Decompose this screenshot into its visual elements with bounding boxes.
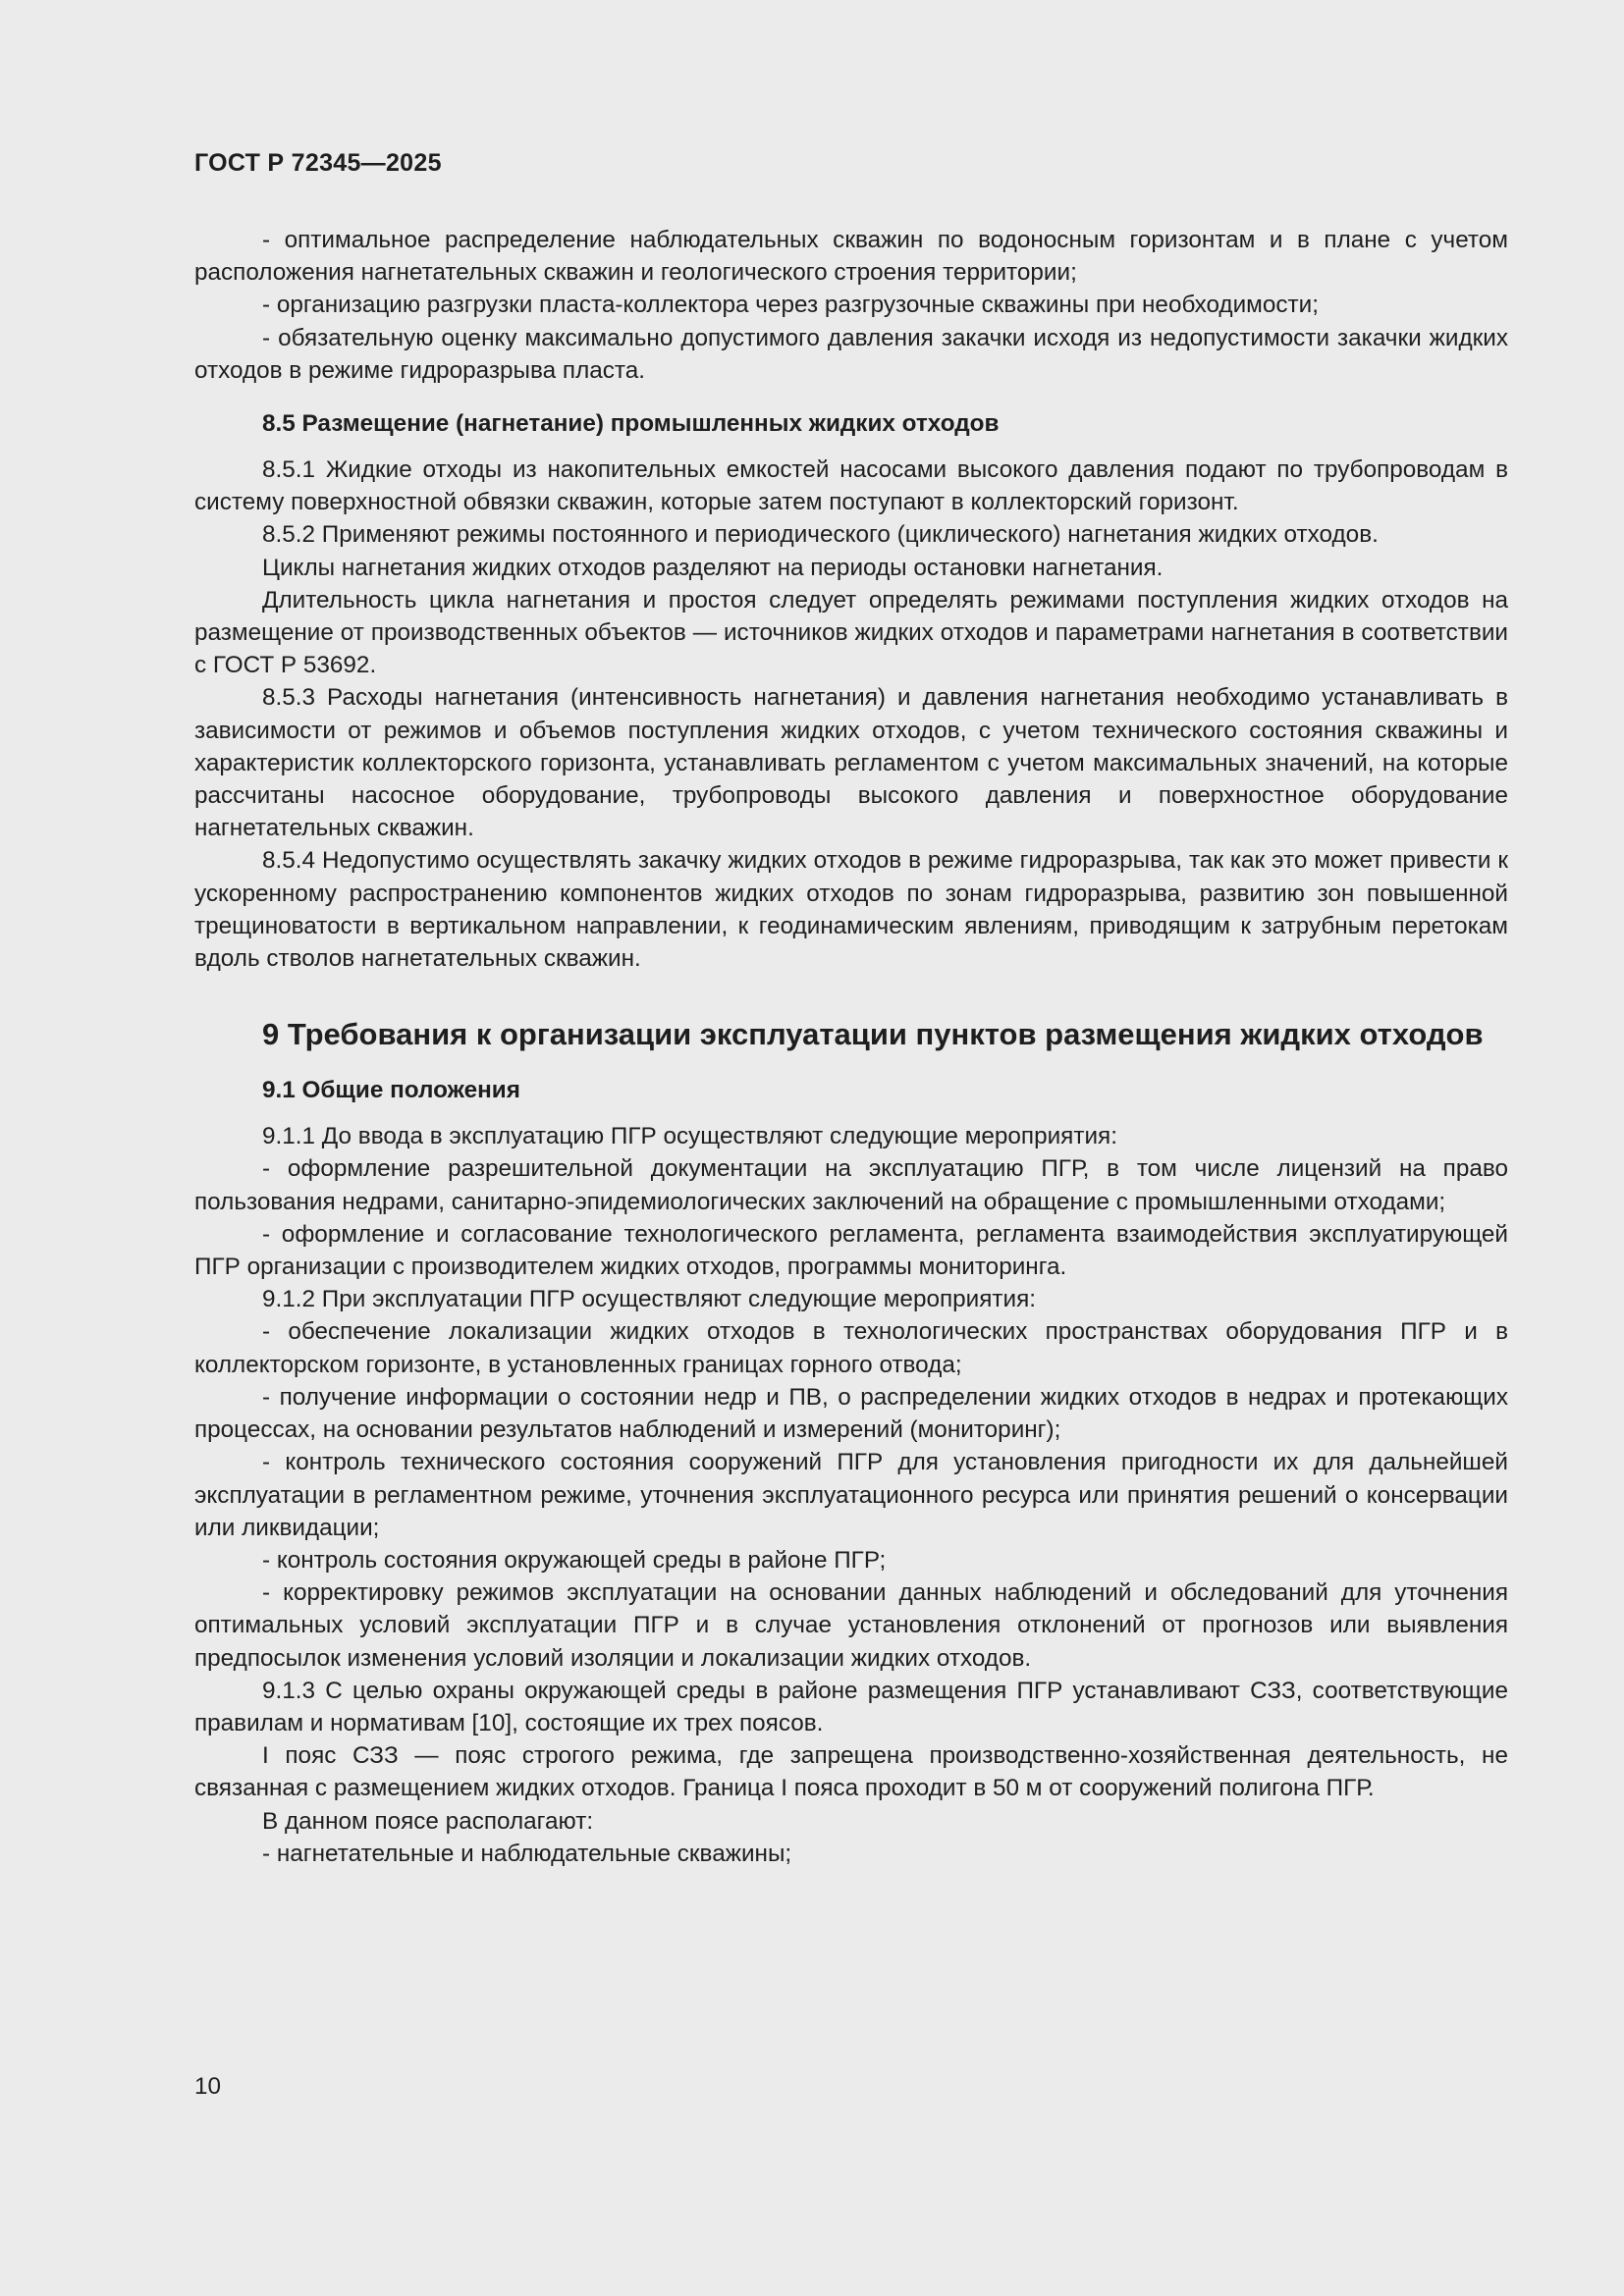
document-body <box>194 224 1508 1870</box>
document-code: ГОСТ Р 72345—2025 <box>194 149 442 177</box>
paragraph: 9.1.1 До ввода в эксплуатацию ПГР осуществляют следующие мероприятия: <box>262 1123 1117 1150</box>
section-heading-9: 9 Требования к организации эксплуатации пунктов размещения жидких отходов <box>262 1017 1484 1052</box>
subsection-heading-9-1: 9.1 Общие положения <box>262 1077 520 1104</box>
paragraph: 9.1.3 С целью охраны окружающей среды в районе размещения ПГР устанавливают СЗЗ, соответствующие правилам и нормативам [10], состоящие их трех поясов. <box>194 1677 1508 1736</box>
paragraph: Длительность цикла нагнетания и простоя следует определять режимами поступления жидких отходов на размещение от производственных объектов — источников жидких отходов и параметрами нагнетания в соответствии с ГОСТ Р 53692. <box>194 586 1508 679</box>
list-item: - оформление разрешительной документации на эксплуатацию ПГР, в том числе лицензий на право пользования недрами, санитарно-эпидемиологических заключений на обращение с промышленными отходами; <box>194 1155 1508 1215</box>
paragraph: I пояс СЗЗ — пояс строгого режима, где запрещена производственно-хозяйственная деятельность, не связанная с размещением жидких отходов. Граница I пояса проходит в 50 м от сооружений полигона ПГР. <box>194 1742 1508 1802</box>
paragraph: В данном поясе располагают: <box>262 1807 594 1835</box>
list-item: - обеспечение локализации жидких отходов в технологических пространствах оборудования ПГР и в коллекторском горизонте, в установленных границах горного отвода; <box>194 1318 1508 1378</box>
subsection-heading-8-5: 8.5 Размещение (нагнетание) промышленных жидких отходов <box>262 410 1000 438</box>
list-item: - контроль состояния окружающей среды в районе ПГР; <box>262 1546 887 1574</box>
list-item: - получение информации о состоянии недр и ПВ, о распределении жидких отходов в недрах и протекающих процессах, на основании результатов наблюдений и измерений (мониторинг); <box>194 1383 1508 1444</box>
list-item: - организацию разгрузки пласта-коллектора через разгрузочные скважины при необходимости; <box>262 292 1319 319</box>
paragraph: 8.5.4 Недопустимо осуществлять закачку жидких отходов в режиме гидроразрыва, так как это может привести к ускоренному распространению компонентов жидких отходов по зонам гидроразрыва, развитию зон повышенной трещиноватости в вертикальном направлении, к геодинамическим явлениям, приводящим к затрубным перетокам вдоль стволов нагнетательных скважин. <box>194 847 1508 973</box>
list-item: - нагнетательные и наблюдательные скважины; <box>262 1840 792 1867</box>
paragraph: Циклы нагнетания жидких отходов разделяют на периоды остановки нагнетания. <box>262 554 1164 581</box>
list-item: - контроль технического состояния сооружений ПГР для установления пригодности их для дальнейшей эксплуатации в регламентном режиме, уточнения эксплуатационного ресурса или принятия решений о консервации или ликвидации; <box>194 1449 1508 1541</box>
page-number: 10 <box>194 2073 222 2100</box>
paragraph: 8.5.3 Расходы нагнетания (интенсивность нагнетания) и давления нагнетания необходимо устанавливать в зависимости от режимов и объемов поступления жидких отходов, с учетом технического состояния скважины и характеристик коллекторского горизонта, устанавливать регламентом с учетом максимальных значений, на которые рассчитаны насосное оборудование, трубопроводы высокого давления и поверхностное оборудование нагнетательных скважин. <box>194 684 1508 842</box>
list-item: - корректировку режимов эксплуатации на основании данных наблюдений и обследований для уточнения оптимальных условий эксплуатации ПГР и в случае установления отклонений от прогнозов или выявления предпосылок изменения условий изоляции и локализации жидких отходов. <box>194 1579 1508 1672</box>
list-item: - обязательную оценку максимально допустимого давления закачки исходя из недопустимости закачки жидких отходов в режиме гидроразрыва пласта. <box>194 324 1508 384</box>
paragraph: 9.1.2 При эксплуатации ПГР осуществляют следующие мероприятия: <box>262 1286 1036 1313</box>
list-item: - оптимальное распределение наблюдательных скважин по водоносным горизонтам и в плане с учетом расположения нагнетательных скважин и геологического строения территории; <box>194 227 1508 287</box>
paragraph: 8.5.2 Применяют режимы постоянного и периодического (циклического) нагнетания жидких отходов. <box>262 521 1379 549</box>
paragraph: 8.5.1 Жидкие отходы из накопительных емкостей насосами высокого давления подают по трубопроводам в систему поверхностной обвязки скважин, которые затем поступают в коллекторский горизонт. <box>194 456 1508 516</box>
list-item: - оформление и согласование технологического регламента, регламента взаимодействия эксплуатирующей ПГР организации с производителем жидких отходов, программы мониторинга. <box>194 1220 1508 1281</box>
